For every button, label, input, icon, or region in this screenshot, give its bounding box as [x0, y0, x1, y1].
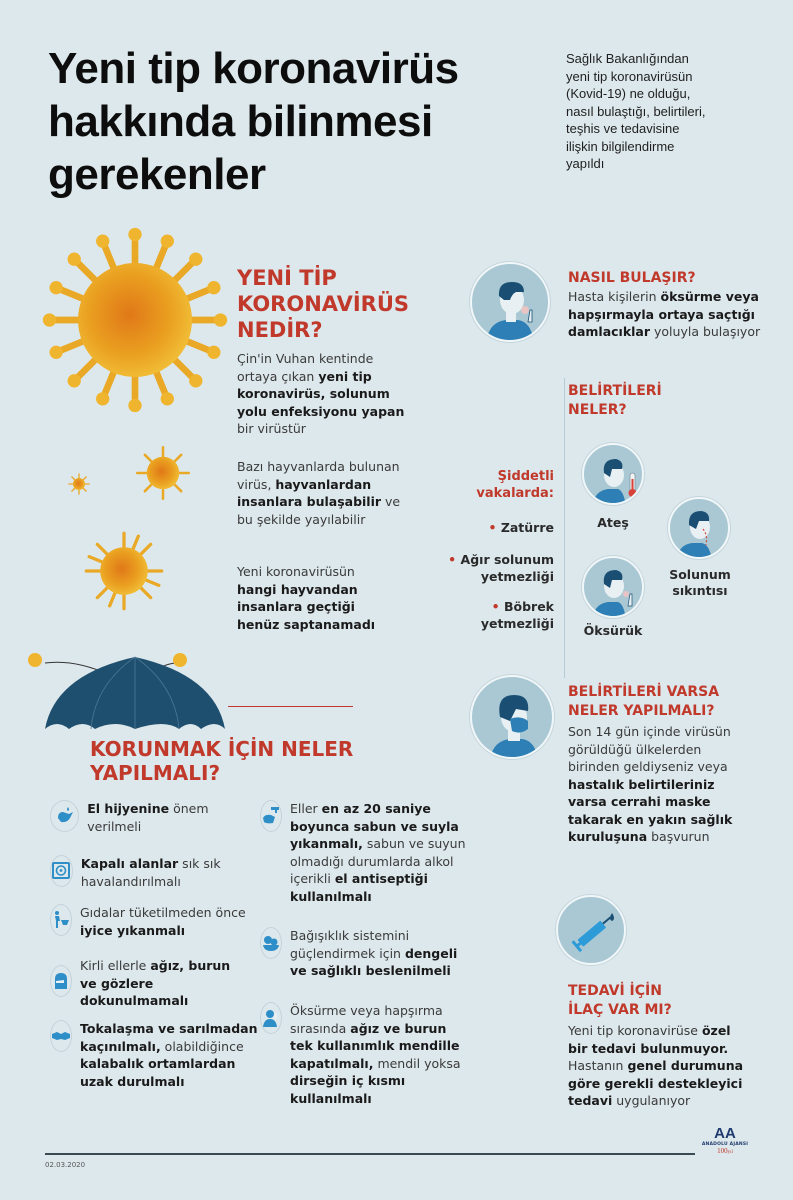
severe-item-kidney-failure — [440, 598, 554, 632]
heading-line: TEDAVİ İÇİN — [568, 983, 662, 999]
text: mendil yoksa — [373, 1055, 461, 1071]
bold-text: ağız, burun ve gözlere dokunulmamalı — [80, 958, 231, 1008]
severe-item-label: Zatürre — [500, 520, 554, 535]
protection-item-no-face-touch — [50, 957, 250, 1010]
transmission-heading: NASIL BULAŞIR? — [568, 270, 696, 286]
virus-small-icon — [68, 473, 90, 495]
intro-text — [566, 50, 766, 173]
bold-text: özel bir tedavi bulunmuyor. — [568, 1023, 731, 1056]
footer-rule — [45, 1153, 695, 1155]
heading-line: NEDİR? — [237, 318, 323, 342]
heading-line: vakalarda: — [476, 486, 554, 501]
heading-line: NELER? — [568, 402, 627, 418]
heading-line: KORONAVİRÜS — [237, 292, 410, 316]
treatment-heading — [568, 982, 672, 1020]
severe-item-label: Böbrek — [503, 599, 554, 614]
text: Çin'in Vuhan kentinde ortaya çıkan — [237, 351, 374, 384]
handshake-icon — [50, 1020, 72, 1052]
heading-line: NELER YAPILMALI? — [568, 703, 715, 719]
intro-line: yapıldı — [566, 156, 605, 171]
bold-text: kalabalık ortamlardan uzak durulmalı — [80, 1056, 236, 1089]
what-is-paragraph-1 — [237, 350, 412, 438]
treatment-text — [568, 1022, 748, 1110]
severe-item-respiratory-failure — [440, 551, 554, 585]
bold-text: yeni tip koronavirüs, solunum yolu enfeksiyonu yapan — [237, 368, 405, 419]
intro-line: nasıl bulaştığı, belirtileri, — [566, 103, 706, 119]
red-rule — [228, 706, 353, 707]
page-title — [48, 42, 508, 201]
symptom-label-breathing — [660, 567, 740, 599]
syringe-icon — [556, 895, 626, 965]
bullet-icon: • — [491, 599, 500, 614]
text: Son 14 gün içinde virüsün görüldüğü ülkelerden birinden geldiyseniz veya — [568, 724, 731, 774]
heading-line: KORUNMAK İÇİN NELER — [90, 737, 354, 761]
intro-line: (Kovid-19) ne olduğu, — [566, 86, 691, 101]
severe-item-pneumonia — [440, 519, 554, 536]
bold-text: hayvanlardan insanlara bulaşabilir — [237, 476, 382, 509]
intro-line: yeni tip koronavirüsün — [566, 68, 693, 84]
breathing-difficulty-icon — [668, 497, 730, 559]
severe-cases-heading — [470, 468, 554, 502]
heading-line: Şiddetli — [497, 469, 554, 484]
virus-medium-2-icon — [83, 530, 165, 612]
bullet-icon: • — [488, 520, 497, 535]
bold-text: ağız ve burun tek kullanımlık mendille kapatılmalı, — [290, 1020, 460, 1071]
umbrella-icon — [25, 645, 225, 735]
protection-item-ventilation — [50, 855, 250, 890]
heading-line: BELİRTİLERİ VARSA — [568, 684, 720, 700]
title-line: gerekenler — [48, 150, 266, 199]
text: sabun ve suyun olmadığı durumlarda alkol içerikli — [290, 836, 466, 886]
text: Yeni tip koronavirüse — [568, 1023, 702, 1038]
symptoms-heading — [568, 382, 662, 420]
intro-line: Sağlık Bakanlığından — [566, 51, 689, 66]
text: sık sık havalandırılmalı — [80, 856, 221, 889]
footer-date: 02.03.2020 — [45, 1161, 86, 1169]
protection-item-hand-hygiene — [50, 800, 250, 835]
intro-line: ilişkin bilgilendirme — [566, 138, 675, 154]
text: Yeni koronavirüsün — [237, 564, 355, 579]
protection-item-cough-etiquette — [260, 1002, 470, 1107]
coughing-person-icon — [470, 262, 550, 342]
bold-text: hangi hayvandan insanlara geçtiği henüz saptanamadı — [237, 581, 376, 632]
bold-text: hastalık belirtileriniz varsa cerrahi maske takarak en yakın sağlık kuruluşuna — [568, 776, 733, 844]
text: Kirli ellerle — [80, 958, 151, 973]
text: Gıdalar tüketilmeden önce — [80, 905, 246, 920]
text: Bağışıklık sistemini güçlendirmek için — [290, 928, 410, 961]
bold-text: Tokalaşma ve sarılmadan kaçınılmalı, — [80, 1021, 258, 1054]
bold-text: genel durumuna göre gerekli destekleyici tedavi — [568, 1058, 744, 1108]
title-line: hakkında bilinmesi — [48, 97, 433, 146]
text: ve bu şekilde yayılabilir — [237, 494, 401, 527]
what-is-paragraph-2 — [237, 458, 412, 528]
if-symptoms-text — [568, 723, 746, 846]
transmission-text — [568, 288, 768, 341]
protection-heading — [90, 737, 353, 785]
heading-line: BELİRTİLERİ — [568, 383, 662, 399]
virus-medium-icon — [135, 445, 191, 501]
text: uygulanıyor — [612, 1093, 691, 1108]
virus-large-icon — [40, 225, 230, 415]
text: yoluyla bulaşıyor — [650, 324, 761, 339]
food-bowl-icon — [260, 927, 282, 959]
intro-line: teşhis ve tedavisine — [566, 121, 680, 136]
fever-icon — [582, 443, 644, 505]
bold-text: el antiseptiği kullanılmalı — [290, 871, 428, 904]
text: önem verilmeli — [87, 801, 209, 834]
aa-logo-mark: AA — [714, 1125, 736, 1142]
protection-item-hand-wash — [260, 800, 470, 905]
bold-text: El hijyenine — [87, 801, 170, 816]
severe-item-label: yetmezliği — [480, 616, 554, 631]
bullet-icon: • — [448, 552, 457, 567]
text: Eller — [290, 801, 322, 816]
what-is-heading — [237, 265, 409, 343]
if-symptoms-heading — [568, 683, 719, 721]
anniversary-number: 100 — [717, 1147, 728, 1155]
heading-line: YENİ TİP — [237, 266, 337, 290]
text: bir virüstür — [237, 421, 306, 436]
bold-text: en az 20 saniye boyunca sabun ve suyla yıkanmalı, — [290, 801, 459, 851]
hand-wash-tap-icon — [260, 800, 282, 832]
face-touch-icon — [50, 965, 72, 997]
bold-text: Kapalı alanlar — [80, 856, 179, 871]
severe-item-label: Ağır solunum — [460, 552, 554, 567]
protection-item-nutrition — [260, 927, 470, 980]
bold-text: öksürme veya hapşırmayla ortaya saçtığı damlacıklar — [568, 289, 759, 339]
ventilator-icon — [50, 855, 73, 887]
what-is-paragraph-3 — [237, 563, 397, 633]
symptom-label-fever: Ateş — [597, 515, 629, 530]
hand-drop-icon — [50, 800, 79, 832]
heading-line: YAPILMALI? — [90, 761, 221, 785]
bold-text: iyice yıkanmalı — [80, 922, 186, 938]
aa-logo-text: ANADOLU AJANSI — [701, 1142, 749, 1147]
protection-item-avoid-contact — [50, 1020, 260, 1090]
text: başvurun — [647, 829, 710, 844]
text: Öksürme veya hapşırma sırasında — [290, 1003, 443, 1036]
cough-tissue-icon — [260, 1002, 282, 1034]
bold-text: dirseğin iç kısmı kullanılmalı — [290, 1073, 406, 1106]
severe-item-label: yetmezliği — [480, 569, 554, 584]
protection-item-wash-food — [50, 904, 250, 939]
anadolu-agency-logo — [700, 1126, 750, 1155]
masked-person-icon — [470, 675, 554, 759]
text: Hastanın — [568, 1058, 628, 1073]
title-line: Yeni tip koronavirüs — [48, 44, 459, 93]
text: Bazı hayvanlarda bulunan virüs, — [237, 459, 400, 492]
symptom-label-cough: Öksürük — [583, 623, 643, 638]
label-line: Solunum — [669, 567, 731, 582]
divider-line — [564, 378, 565, 678]
cough-icon — [582, 556, 644, 618]
washing-food-icon — [50, 904, 72, 936]
label-line: sıkıntısı — [672, 583, 728, 598]
text: olabildiğince — [160, 1038, 244, 1054]
text: Hasta kişilerin — [568, 289, 661, 304]
anniversary-suffix: yıl — [727, 1150, 733, 1155]
heading-line: İLAÇ VAR MI? — [568, 1002, 672, 1018]
bold-text: dengeli ve sağlıklı beslenilmeli — [290, 945, 458, 978]
